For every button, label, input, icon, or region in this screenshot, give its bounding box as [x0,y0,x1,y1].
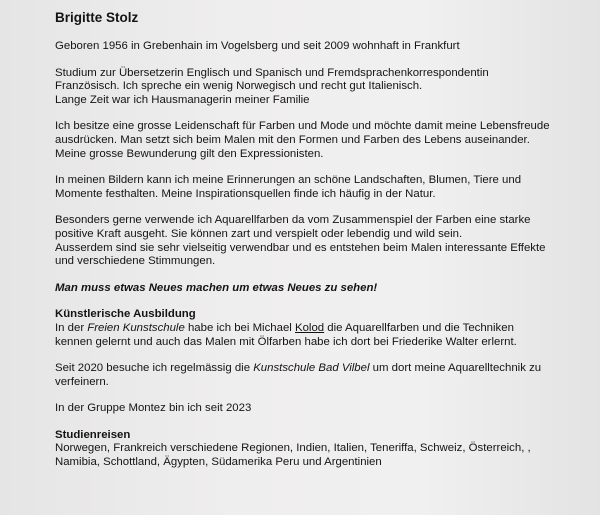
since-2020-line-1 [55,362,588,376]
since-2020-school-name: Kunstschule Bad Vilbel [253,362,370,375]
watercolor-line-1: Besonders gerne verwende ich Aquarellfarben da vom Zusammenspiel der Farben eine starke [55,214,531,227]
passion-line-1: Ich besitze eine grosse Leidenschaft für Farben und Mode und möchte damit meine Lebensfreude [55,120,550,133]
travels-section [55,429,588,470]
training-line-1 [55,322,588,336]
since-2020-line-2: verfeinern. [55,375,109,388]
intro-paragraph [55,40,588,54]
training-section [55,308,588,349]
watercolor-line-2: positive Kraft ausgeht. Sie können zart und verspielt oder lebendig und wild sein. [55,227,463,240]
passion-line-3: Meine grosse Bewunderung gilt den Expressionisten. [55,147,324,160]
watercolor-paragraph [55,214,588,268]
travels-line-1: Norwegen, Frankreich verschiedene Regionen, Indien, Italien, Teneriffa, Schweiz, Österreich, , [55,442,531,455]
studies-line-2: Französisch. Ich spreche ein wenig Norwegisch und recht gut Italienisch. [55,80,423,93]
author-name: Brigitte Stolz [55,10,139,25]
group-line: In der Gruppe Montez bin ich seit 2023 [55,402,252,415]
group-paragraph [55,402,588,416]
memories-line-1: In meinen Bildern kann ich meine Erinnerungen an schöne Landschaften, Blumen, Tiere und [55,174,522,187]
since-2020-paragraph [55,362,588,389]
travels-line-2: Namibia, Schottland, Ägypten, Südamerika Peru und Argentinien [55,456,382,469]
studies-line-1: Studium zur Übersetzerin Englisch und Spanisch und Fremdsprachenkorrespondentin [55,66,489,79]
training-line-2: kennen gelernt und auch das Malen mit Ölfarben habe ich dort bei Friederike Walter erlernt. [55,335,517,348]
memories-paragraph [55,174,588,201]
watercolor-line-3: Ausserdem sind sie sehr vielseitig verwendbar und es entstehen beim Malen interessante Effekte [55,241,546,254]
training-heading: Künstlerische Ausbildung [55,308,196,321]
studies-line-3: Lange Zeit war ich Hausmanagerin meiner Familie [55,93,310,106]
training-line-1-suffix: die Aquarellfarben und die Techniken [324,321,514,334]
passion-paragraph [55,120,588,161]
motto-quote: Man muss etwas Neues machen um etwas Neues zu sehen! [55,281,378,294]
passion-line-2: ausdrücken. Man setzt sich beim Malen mit den Formen und Farben des Lebens auseinander. [55,133,530,146]
intro-line: Geboren 1956 in Grebenhain im Vogelsberg und seit 2009 wohnhaft in Frankfurt [55,40,460,52]
since-2020-suffix: um dort meine Aquarelltechnik zu [369,362,542,375]
travels-heading: Studienreisen [55,428,131,441]
training-teacher-name: Kolod [295,321,325,334]
since-2020-prefix: Seit 2020 besuche ich regelmässig die [55,362,254,375]
studies-paragraph [55,67,588,108]
training-line-1-prefix: In der [55,321,88,334]
watercolor-line-4: und verschiedene Stimmungen. [55,255,216,268]
memories-line-2: Momente festhalten. Meine Inspirationsquellen finde ich häufig in der Natur. [55,187,436,200]
training-line-1-mid: habe ich bei Michael [184,321,295,334]
training-school-name: Freien Kunstschule [87,321,185,334]
